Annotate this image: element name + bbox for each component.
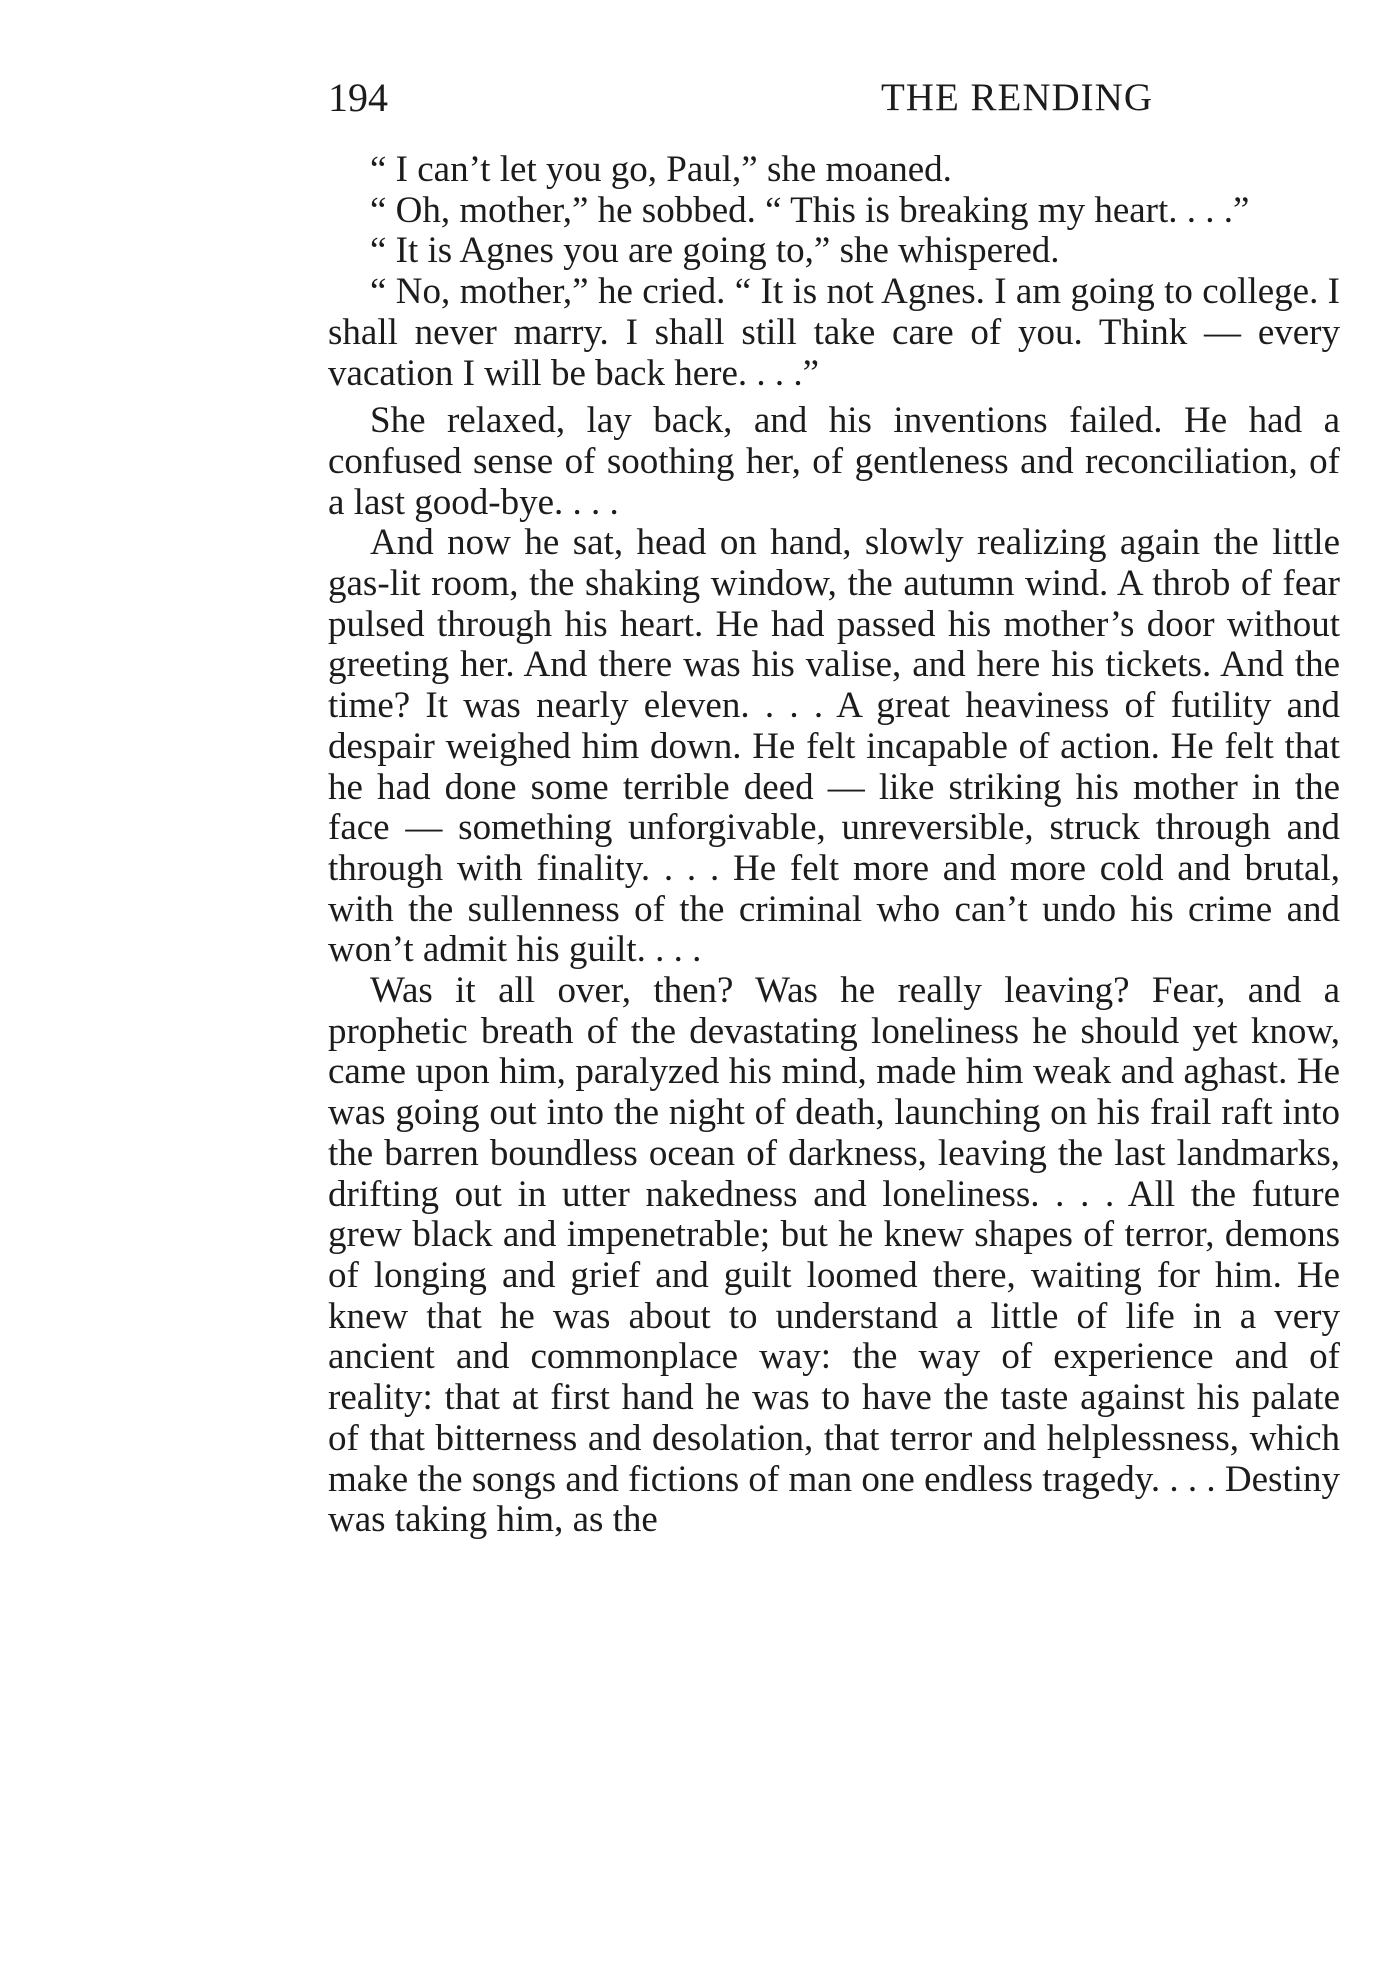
paragraph: “ No, mother,” he cried. “ It is not Agnes. I am going to college. I shall never marry. I shall still take care of you. Think — every vacation I will be back here. . . .” bbox=[328, 271, 1340, 394]
paragraph: “ Oh, mother,” he sobbed. “ This is breaking my heart. . . .” bbox=[370, 189, 1250, 231]
paragraph: And now he sat, head on hand, slowly realizing again the little gas-lit room, the shaking window, the autumn wind. A throb of fear pulsed through his heart. He had passed his mother’s door without greeting her. And there was his valise, and here his tickets. And the time? It was nearly eleven. . . . A great heaviness of futility and despair weighed him down. He felt incapable of action. He felt that he had done some terrible deed — like striking his mother in the face — something unforgivable, unreversible, struck through and through with finality. . . . He felt more and more cold and brutal, with the sullenness of the criminal who can’t undo his crime and won’t admit his guilt. . . . bbox=[328, 522, 1340, 971]
paragraph: “ I can’t let you go, Paul,” she moaned. bbox=[370, 149, 952, 190]
running-title: THE RENDING bbox=[880, 76, 1153, 119]
paragraph: “ It is Agnes you are going to,” she whispered. bbox=[370, 230, 1060, 272]
paragraph: She relaxed, lay back, and his inventions failed. He had a confused sense of soothing her, of gentleness and reconciliation, of a last good-bye. . . . bbox=[328, 400, 1340, 523]
page-header bbox=[328, 68, 1338, 128]
paragraph: Was it all over, then? Was he really leaving? Fear, and a prophetic breath of the devastating loneliness he should yet know, came upon him, paralyzed his mind, made him weak and aghast. He was going out into the night of death, launching on his frail raft into the barren boundless ocean of darkness, leaving the last landmarks, drifting out in utter nakedness and loneliness. . . . All the future grew black and impenetrable; but he knew shapes of terror, demons of longing and grief and guilt loomed there, waiting for him. He knew that he was about to understand a little of life in a very ancient and commonplace way: the way of experience and of reality: that at first hand he was to have the taste against his palate of that bitterness and desolation, that terror and helplessness, which make the songs and fictions of man one endless tragedy. . . . Destiny was taking him, as the bbox=[328, 970, 1340, 1541]
body-text bbox=[328, 150, 1340, 1541]
page-number: 194 bbox=[328, 75, 388, 120]
